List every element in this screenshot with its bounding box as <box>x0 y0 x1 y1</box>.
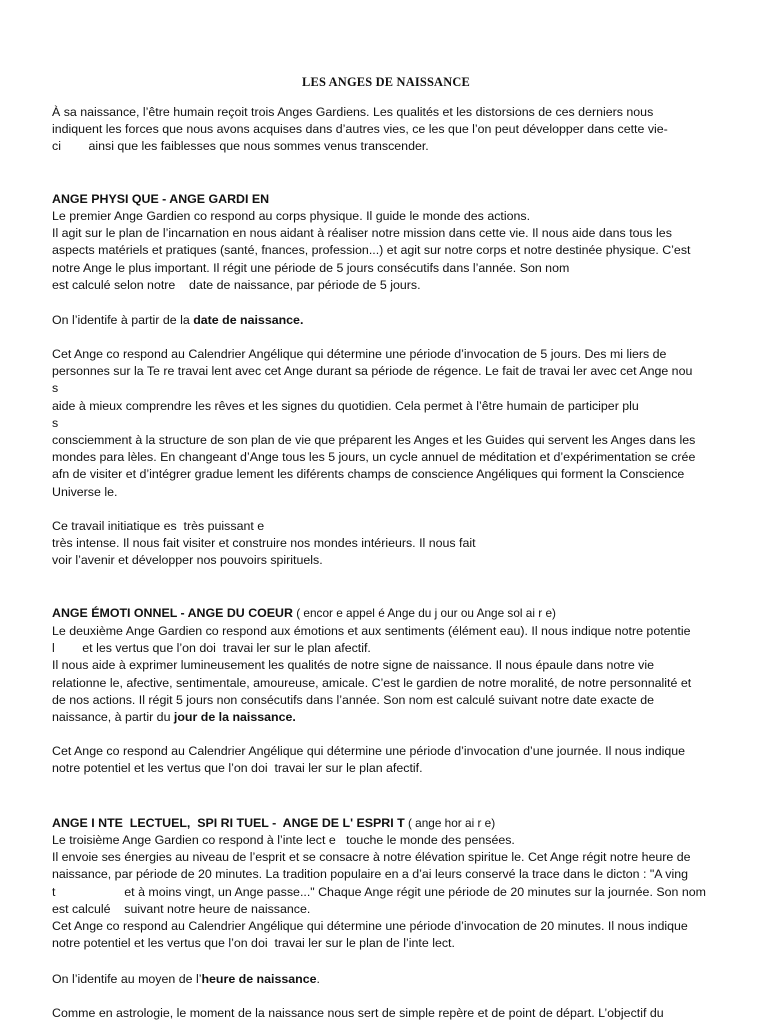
section1-paragraph-1 <box>52 208 720 294</box>
section3-paragraph-1 <box>52 832 720 952</box>
text-line: notre Ange le plus important. Il régit une période de 5 jours consécutifs dans l’année. Son nom <box>52 260 570 275</box>
text-line: Le deuxième Ange Gardien co respond aux émotions et aux sentiments (élément eau). Il nous indique notre potentie <box>52 624 691 638</box>
text-line: mondes para lèles. En changeant d’Ange tous les 5 jours, un cycle annuel de méditation et d’expérimentation se crée <box>52 450 696 465</box>
bold-text: date de naissance. <box>193 313 304 327</box>
text-line: Ce travail initiatique es très puissant e <box>52 519 265 533</box>
bold-text: heure de naissance <box>201 972 317 986</box>
text-line: consciemment à la structure de son plan de vie que préparent les Anges et les Guides qui servent les Anges dans les <box>52 433 696 448</box>
text-span: On l’identife au moyen de l’ <box>52 972 202 986</box>
text-line: Il nous aide à exprimer lumineusement les qualités de notre signe de naissance. Il nous épaule dans notre vie <box>52 658 654 673</box>
text-line: Le troisième Ange Gardien co respond à l’inte lect e touche le monde des pensées. <box>52 833 515 847</box>
text-line: s <box>52 381 59 396</box>
section1-paragraph-3 <box>52 346 720 501</box>
text-line: Cet Ange co respond au Calendrier Angélique qui détermine une période d’invocation de 5 jours. Des mi liers de <box>52 347 667 361</box>
text-line: relationne le, afective, sentimentale, amoureuse, amicale. C’est le gardien de notre moralité, de notre personnalité et <box>52 675 692 690</box>
text-line: très intense. Il nous fait visiter et construire nos mondes intérieurs. Il nous fait <box>52 536 476 551</box>
text-line: notre potentiel et les vertus que l’on doi travai ler sur le plan de l’inte lect. <box>52 936 455 951</box>
text-line: voir l’avenir et développer nos pouvoirs spirituels. <box>52 553 323 568</box>
section-heading-ange-emotionnel <box>52 605 720 622</box>
text-line: Il agit sur le plan de l’incarnation en nous aidant à réaliser notre mission dans cette vie. Il nous aide dans tous les <box>52 226 672 241</box>
heading-text: ANGE I NTE LECTUEL, SPI RI TUEL - ANGE DE L' ESPRI T <box>52 816 405 830</box>
text-line: Cet Ange co respond au Calendrier Angélique qui détermine une période d’invocation d’une journée. Il nous indique <box>52 744 686 758</box>
section-heading-ange-intellectuel <box>52 815 720 832</box>
section3-paragraph-2 <box>52 971 720 988</box>
text-line: de nos actions. Il régit 5 jours non consécutifs dans l’année. Son nom est calculé suivant notre date exacte de <box>52 692 654 707</box>
bold-text: jour de la naissance. <box>173 710 296 725</box>
heading-subtitle: ( encor e appel é Ange du j our ou Ange sol ai r e) <box>292 606 556 620</box>
section-heading-ange-physique: ANGE PHYSI QUE - ANGE GARDI EN <box>52 192 270 206</box>
section1-paragraph-4 <box>52 518 720 570</box>
text-line: ci ainsi que les faiblesses que nous sommes venus transcender. <box>52 139 429 154</box>
section3-paragraph-3 <box>52 1005 720 1022</box>
text-line: Il envoie ses énergies au niveau de l’esprit et se consacre à notre élévation spiritue le. Cet Ange régit notre heure de <box>52 850 691 865</box>
heading-subtitle: ( ange hor ai r e) <box>404 816 496 830</box>
text-line: naissance, par période de 20 minutes. La tradition populaire en a d’ai leurs conservé la trace dans le dicton : "A ving <box>52 867 689 882</box>
intro-paragraph <box>52 104 720 156</box>
text-line: indiquent les forces que nous avons acquises dans d’autres vies, ce les que l’on peut développer dans cette vie- <box>52 122 668 137</box>
section2-paragraph-1 <box>52 623 720 726</box>
text-span: . <box>316 972 320 986</box>
section1-paragraph-2 <box>52 312 720 329</box>
text-line: aide à mieux comprendre les rêves et les signes du quotidien. Cela permet à l’être humain de participer plu <box>52 398 639 413</box>
text-line: Comme en astrologie, le moment de la naissance nous sert de simple repère et de point de départ. L’objectif du <box>52 1006 664 1020</box>
text-line: est calculé selon notre date de naissance, par période de 5 jours. <box>52 277 421 292</box>
text-line: afn de visiter et d’intégrer gradue lement les diférents champs de conscience Angéliques qui forment la Conscience <box>52 467 685 482</box>
text-line: s <box>52 415 59 430</box>
text-line: t et à moins vingt, un Ange passe..." Chaque Ange régit une période de 20 minutes sur la journée. Son nom <box>52 884 706 899</box>
section2-paragraph-2 <box>52 743 720 777</box>
text-span: On l’identife à partir de la <box>52 313 194 327</box>
heading-text: ANGE ÉMOTI ONNEL - ANGE DU COEUR <box>52 606 293 620</box>
text-line: est calculé suivant notre heure de naissance. <box>52 901 311 916</box>
text-span: naissance, à partir du <box>52 710 174 725</box>
text-line: l et les vertus que l’on doi travai ler sur le plan afectif. <box>52 641 371 656</box>
text-line: Universe le. <box>52 484 118 499</box>
page-title: LES ANGES DE NAISSANCE <box>302 75 470 89</box>
text-line: Cet Ange co respond au Calendrier Angélique qui détermine une période d’invocation de 20 minutes. Il nous indique <box>52 919 688 934</box>
text-line: personnes sur la Te re travai lent avec cet Ange durant sa période de régence. Le fait de travai ler avec cet Ange nou <box>52 364 693 379</box>
text-line: notre potentiel et les vertus que l’on doi travai ler sur le plan afectif. <box>52 761 423 776</box>
text-line: aspects matériels et pratiques (santé, fnances, profession...) et agit sur notre corps et notre destinée physique. C’est <box>52 243 691 258</box>
text-line: Le premier Ange Gardien co respond au corps physique. Il guide le monde des actions. <box>52 209 531 223</box>
text-line: À sa naissance, l’être humain reçoit trois Anges Gardiens. Les qualités et les distorsions de ces derniers nous <box>52 105 654 119</box>
